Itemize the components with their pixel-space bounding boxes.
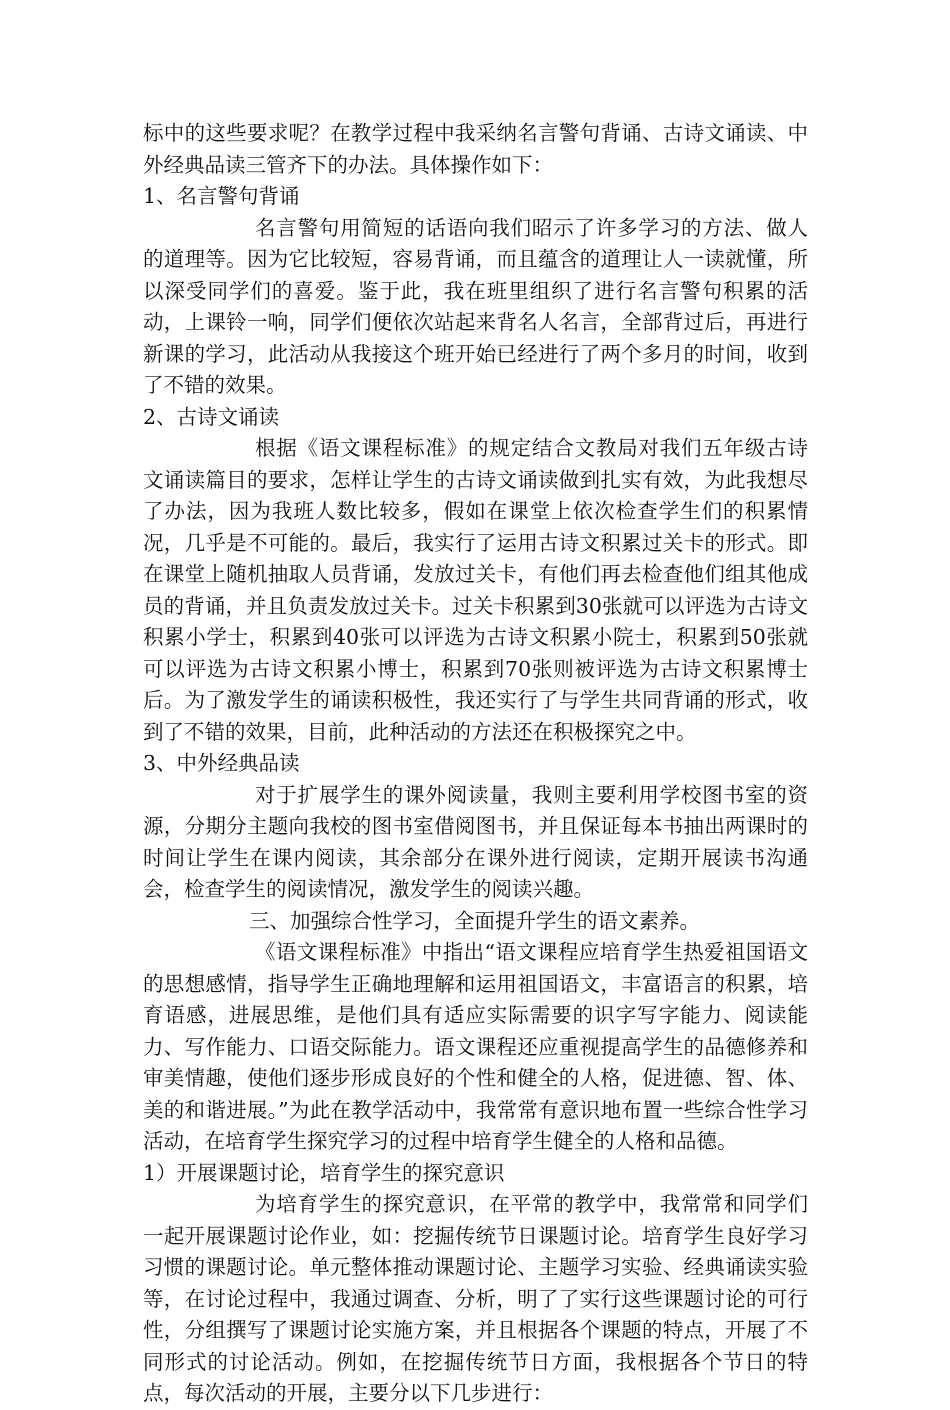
heading-classic-reading: 3、中外经典品读 [143, 751, 300, 775]
heading-topic-discussion: 1）开展课题讨论，培育学生的探究意识 [143, 1160, 505, 1185]
paragraph-maxim-recitation: 名言警句用简短的话语向我们昭示了许多学习的方法、做人的道理等。因为它比较短，容易背诵，而且蕴含的道理让人一读就懂，所以深受同学们的喜爱。鉴于此，我在班里组织了进行名言警句积累的活动，上课铃一响，同学们便依次站起来背名人名言，全部背过后，再进行新课的学习，此活动从我接这个班开始已经进行了两个多月的时间，收到了不错的效果。 [143, 215, 808, 397]
document-body [143, 118, 808, 1410]
paragraph-topic-discussion: 为培育学生的探究意识，在平常的教学中，我常常和同学们一起开展课题讨论作业，如：挖掘传统节日课题讨论。培育学生良好学习习惯的课题讨论。单元整体推动课题讨论、主题学习实验、经典诵读实验等，在讨论过程中，我通过调查、分析，明了了实行这些课题讨论的可行性，分组撰写了课题讨论实施方案，并且根据各个课题的特点，开展了不同形式的讨论活动。例如，在挖掘传统节日方面，我根据各个节日的特点，每次活动的开展，主要分以下几步进行： [143, 1192, 808, 1405]
heading-maxim-recitation: 1、名言警句背诵 [143, 184, 300, 208]
paragraph-classic-reading: 对于扩展学生的课外阅读量，我则主要利用学校图书室的资源，分期分主题向我校的图书室借阅图书，并且保证每本书抽出两课时的时间让学生在课内阅读，其余部分在课外进行阅读，定期开展读书沟通会，检查学生的阅读情况，激发学生的阅读兴趣。 [143, 782, 808, 901]
section-heading-comprehensive-learning: 三、加强综合性学习，全面提升学生的语文素养。 [249, 908, 700, 933]
paragraph-intro-continuation: 标中的这些要求呢？在教学过程中我采纳名言警句背诵、古诗文诵读、中外经典品读三管齐下的办法。具体操作如下： [143, 121, 808, 177]
paragraph-classical-poetry: 根据《语文课程标准》的规定结合文教局对我们五年级古诗文诵读篇目的要求，怎样让学生的古诗文诵读做到扎实有效，为此我想尽了办法，因为我班人数比较多，假如在课堂上依次检查学生们的积累情况，几乎是不可能的。最后，我实行了运用古诗文积累过关卡的形式。即在课堂上随机抽取人员背诵，发放过关卡，有他们再去检查他们组其他成员的背诵，并且负责发放过关卡。过关卡积累到30张就可以评选为古诗文积累小学士，积累到40张可以评选为古诗文积累小院士，积累到50张就可以评选为古诗文积累小博士，积累到70张则被评选为古诗文积累博士后。为了激发学生的诵读积极性，我还实行了与学生共同背诵的形式，收到了不错的效果，目前，此种活动的方法还在积极探究之中。 [143, 436, 808, 744]
heading-classical-poetry: 2、古诗文诵读 [143, 404, 280, 429]
paragraph-curriculum-standard-quote: 《语文课程标准》中指出“语文课程应培育学生热爱祖国语文的思想感情，指导学生正确地理解和运用祖国语文，丰富语言的积累，培育语感，进展思维，是他们具有适应实际需要的识字写字能力、阅读能力、写作能力、口语交际能力。语文课程还应重视提高学生的品德修养和审美情趣，使他们逐步形成良好的个性和健全的人格，促进德、智、体、美的和谐进展。”为此在教学活动中，我常常有意识地布置一些综合性学习活动，在培育学生探究学习的过程中培育学生健全的人格和品德。 [143, 940, 808, 1153]
